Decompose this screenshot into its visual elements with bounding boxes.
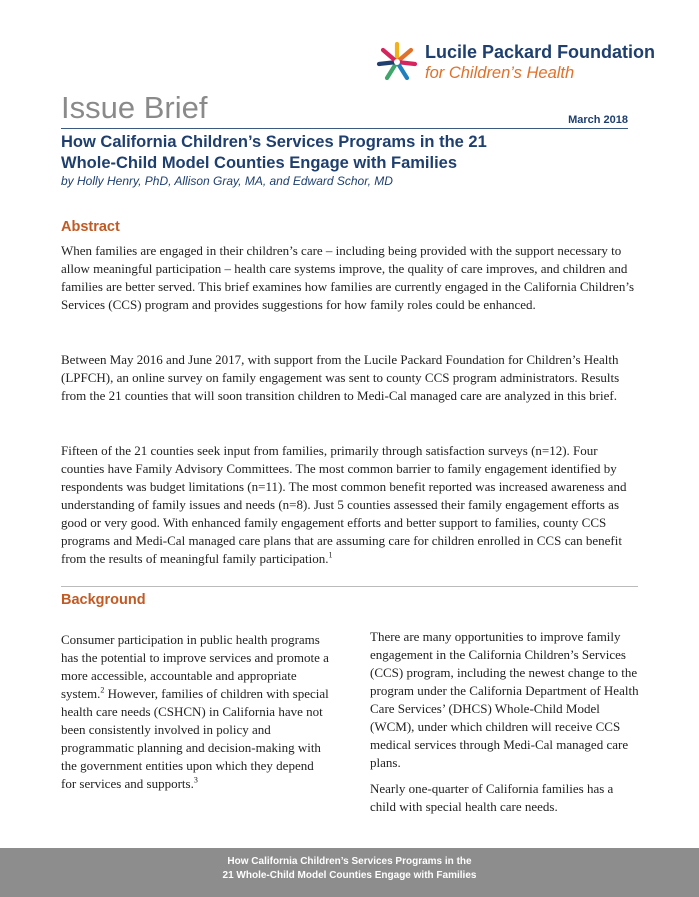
background-right-paragraph-1: There are many opportunities to improve family engagement in the California Children’s Services (CCS) program, including the newest change to the program under the California Department of Health Care Services’ (DHCS) Whole-Child Model (WCM), under which children will receive CCS medical services through Medi-Cal managed care plans.: [370, 629, 639, 770]
abstract-paragraph-3: [61, 442, 642, 568]
title-divider: [61, 128, 628, 129]
page-title: [61, 132, 621, 174]
background-left-text-b: However, families of children with special health care needs (CSHCN) in California have not been consistently involved in policy and programmatic planning and decision-making with the government entities upon which they depend for services and supports.: [61, 686, 329, 791]
logo-org-name: Lucile Packard Foundation: [425, 42, 656, 62]
title-line-1: How California Children’s Services Programs in the 21: [61, 133, 487, 151]
section-divider: [61, 586, 638, 587]
footnote-ref-3[interactable]: 3: [193, 775, 198, 785]
footer-title: [0, 855, 699, 883]
publication-date: March 2018: [568, 114, 628, 126]
abstract-paragraph-1: When families are engaged in their children’s care – including being provided with the support necessary to allow meaningful participation – health care systems improve, the quality of care improves, and children and families are better served. This brief examines how families are currently engaged in the California Children’s Services (CCS) program and provides suggestions for how family roles could be enhanced.: [61, 243, 635, 312]
title-line-2: Whole-Child Model Counties Engage with Families: [61, 154, 458, 172]
logo-org-tagline: for Children’s Health: [425, 64, 575, 82]
footnote-ref-1[interactable]: 1: [328, 550, 333, 560]
abstract-heading: Abstract: [61, 219, 120, 235]
abstract-paragraph-2: Between May 2016 and June 2017, with support from the Lucile Packard Foundation for Children’s Health (LPFCH), an online survey on family engagement was sent to county CCS program administrators. Results from the 21 counties that will soon transition children to Medi-Cal managed care are analyzed in this brief.: [61, 352, 620, 403]
footer-line-1: How California Children’s Services Programs in the: [227, 856, 472, 867]
footer-bar: [0, 848, 699, 897]
background-heading: Background: [61, 592, 146, 608]
starburst-logo-icon: [375, 40, 419, 84]
abstract-paragraph-3-text: Fifteen of the 21 counties seek input from families, primarily through satisfaction surveys (n=12). Four counties have Family Advisory Committees. The most common barrier to family engagement identified by respondents was budget limitations (n=11). The most common benefit reported was increased awareness and understanding of family issues and needs (n=8). Just 5 counties assessed their family engagement efforts as good or very good. With enhanced family engagement efforts and better support to families, county CCS programs and Medi-Cal managed care plans that are assuming care for children enrolled in CCS can benefit from the results of meaningful family participation.: [61, 443, 627, 566]
foundation-logo: [375, 40, 665, 90]
background-right-paragraph-2: Nearly one-quarter of California families has a child with special health care needs.: [370, 781, 614, 814]
background-left-text-a: Consumer participation in public health programs has the potential to improve services and promote a more accessible, accountable and appropriate system.: [61, 632, 329, 701]
issue-brief-label: Issue Brief: [61, 90, 208, 125]
background-left-paragraph: [61, 631, 329, 793]
authors-byline: by Holly Henry, PhD, Allison Gray, MA, and Edward Schor, MD: [61, 174, 393, 188]
footnote-ref-2[interactable]: 2: [100, 685, 105, 695]
footer-line-2: 21 Whole-Child Model Counties Engage with Families: [222, 870, 477, 881]
